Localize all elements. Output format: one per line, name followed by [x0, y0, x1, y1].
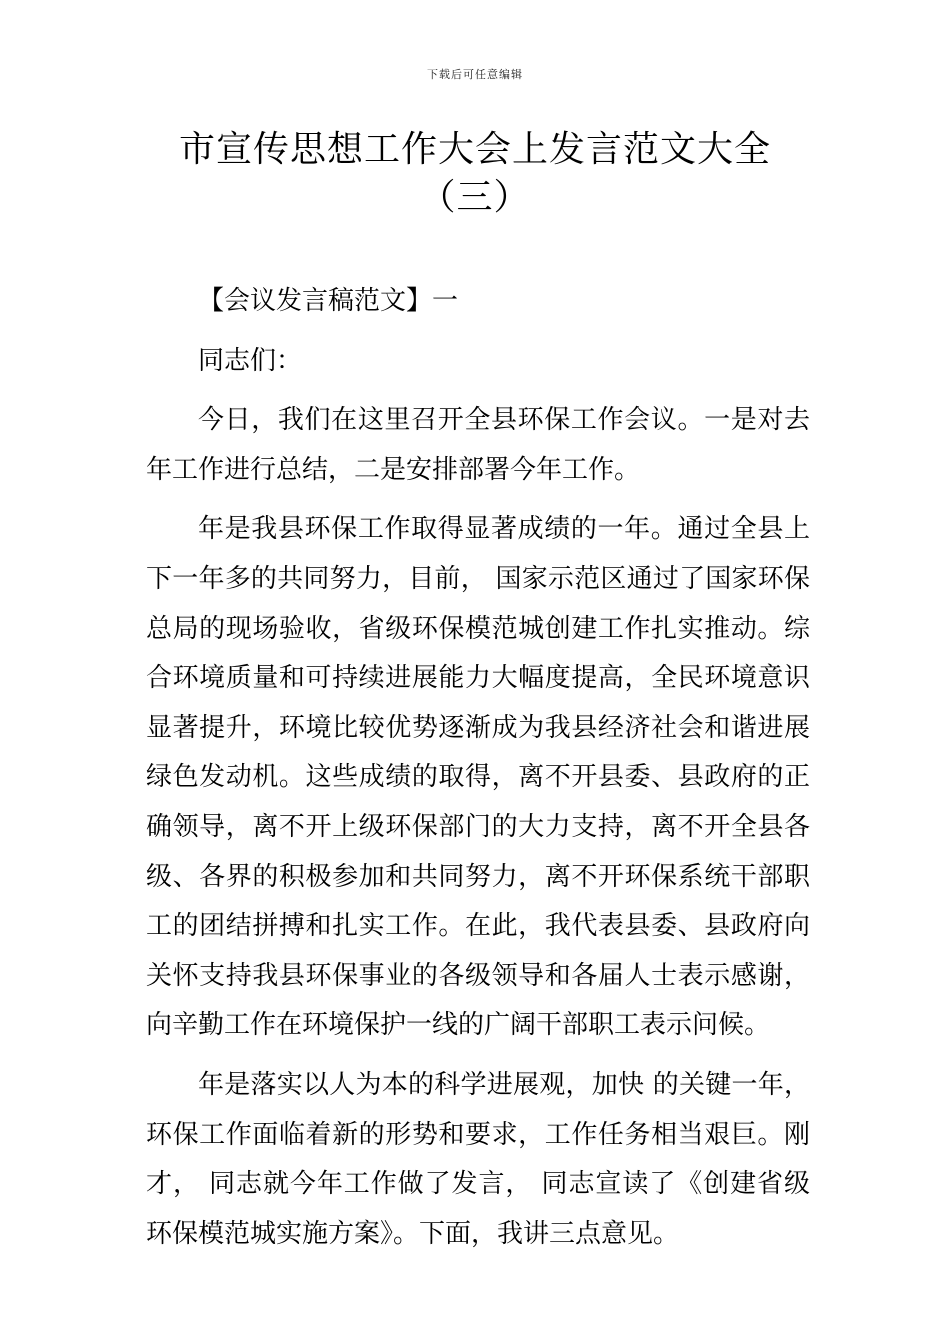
salutation: 同志们： — [198, 345, 303, 376]
title-line-2: （三） — [419, 177, 531, 218]
document-body — [146, 277, 810, 1269]
title-line-1: 市宣传思想工作大会上发言范文大全 — [178, 129, 771, 170]
section-heading: 【会议发言稿范文】一 — [198, 286, 459, 316]
document-title — [120, 126, 830, 222]
header-note: 下载后可任意编辑 — [427, 68, 523, 81]
paragraph: 年是落实以人为本的科学进展观，加快 的关键一年，环保工作面临着新的形势和要求，工作任务相当艰巨。刚才， 同志就今年工作做了发言， 同志宣读了《创建省级环保模范城实施方案》。下面，我讲三点意见。 — [146, 1069, 810, 1249]
paragraph: 年是我县环保工作取得显著成绩的一年。通过全县上下一年多的共同努力，目前， 国家示范区通过了国家环保总局的现场验收，省级环保模范城创建工作扎实推动。综合环境质量和可持续进展能力大幅度提高，全民环境意识显著提升，环境比较优势逐渐成为我县经济社会和谐进展绿色发动机。这些成绩的取得，离不开县委、县政府的正确领导，离不开上级环保部门的大力支持，离不开全县各级、各界的积极参加和共同努力，离不开环保系统干部职工的团结拼搏和扎实工作。在此，我代表县委、县政府向关怀支持我县环保事业的各级领导和各届人士表示感谢，向辛勤工作在环境保护一线的广阔干部职工表示问候。 — [146, 514, 810, 1041]
paragraph: 今日，我们在这里召开全县环保工作会议。一是对去年工作进行总结，二是安排部署今年工作。 — [146, 405, 810, 485]
